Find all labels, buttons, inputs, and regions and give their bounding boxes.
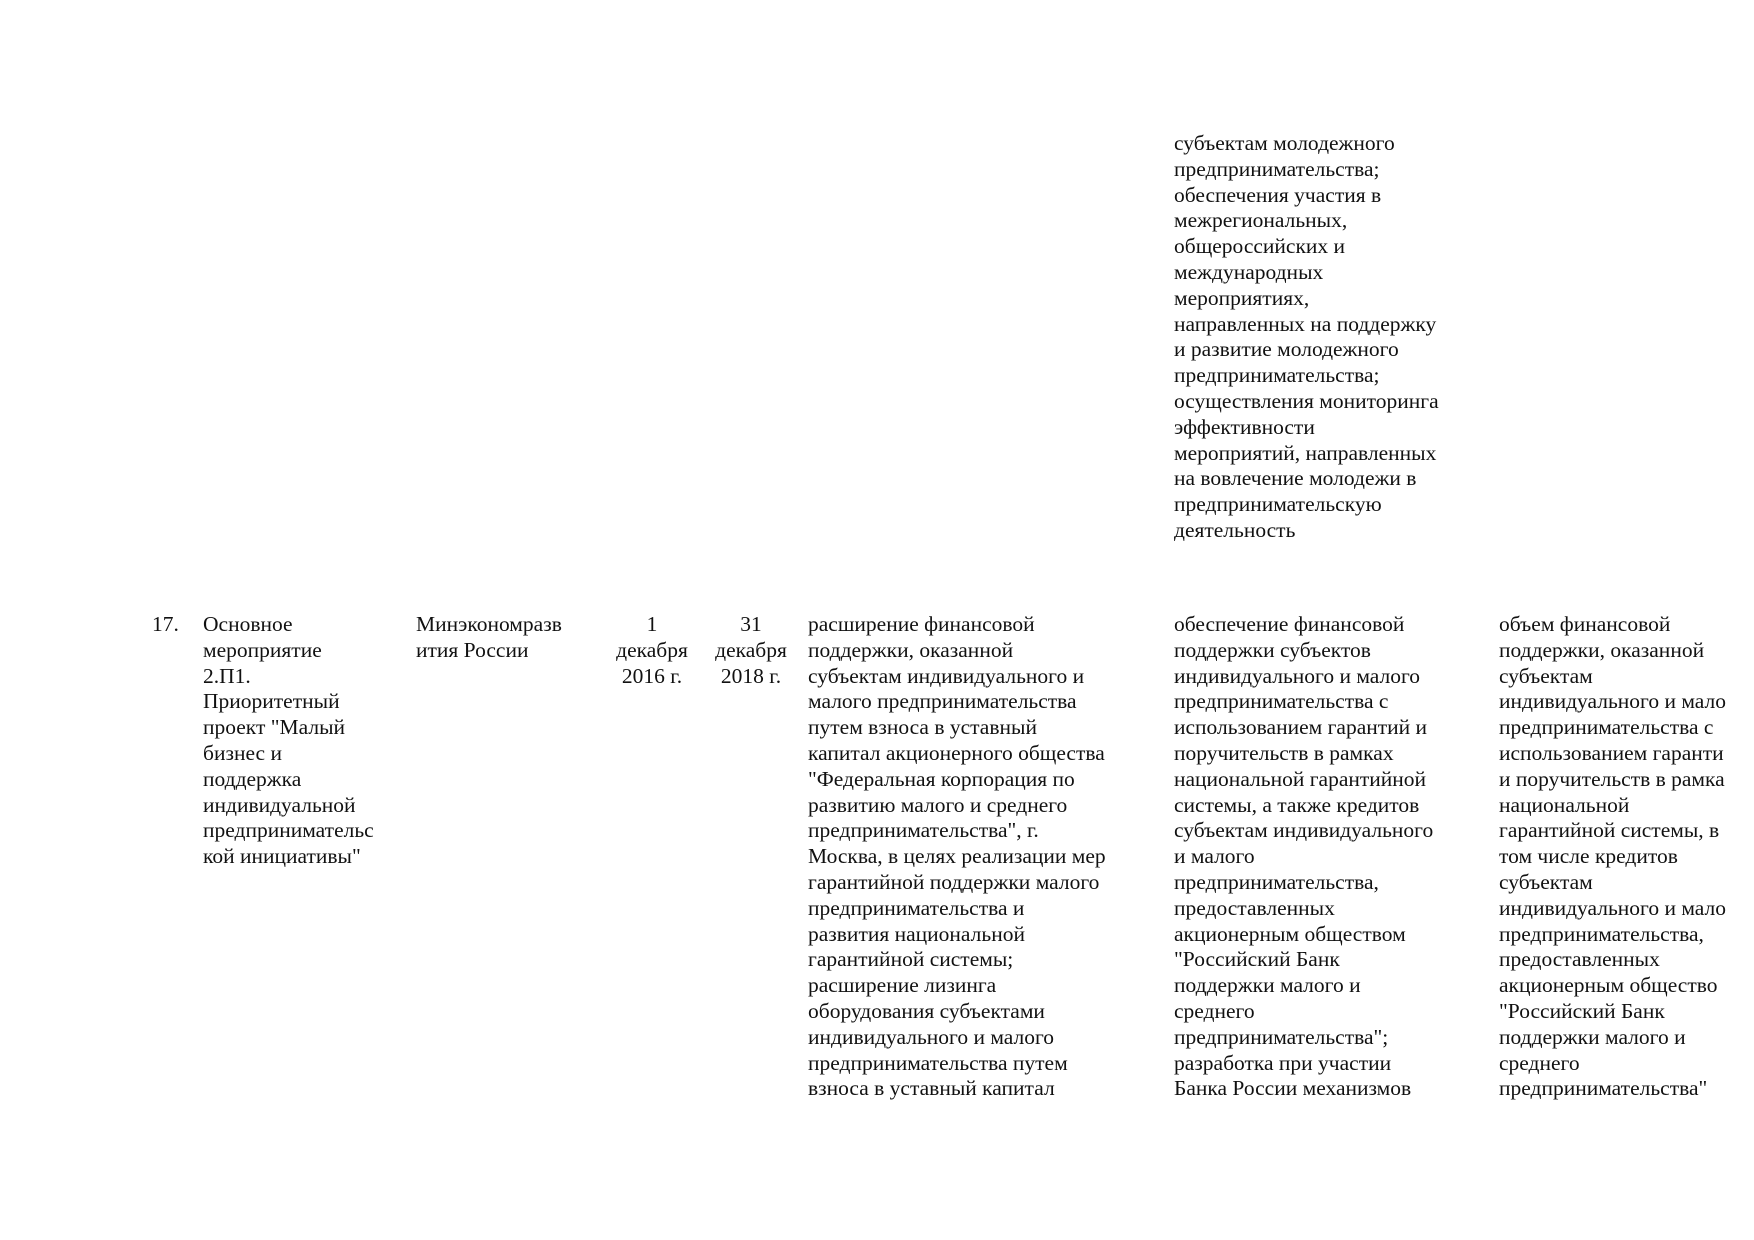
implementation-effects: обеспечение финансовой поддержки субъектов индивидуального и малого предпринимательства с использованием гарантий и поручительств в рамках национальной гарантийной системы, а также кредитов субъектам индивидуального и малого предпринимательства, предоставленных акционерным обществом "Российский Банк поддержки малого и среднего предпринимательства"; разработка при участии Банка России механизмов: [1174, 612, 1434, 1101]
responsible-executor: Минэкономразв ития России: [416, 612, 562, 662]
measure-name: Основное мероприятие 2.П1. Приоритетный проект "Малый бизнес и поддержка индивидуальной предпринимательс кой инициативы": [203, 612, 374, 869]
expected-result: расширение финансовой поддержки, оказанной субъектам индивидуального и малого предпринимательства путем взноса в уставный капитал акционерного общества "Федеральная корпорация по развитию малого и среднего предпринимательства", г. Москва, в целях реализации мер гарантийной поддержки малого предпринимательства и развития национальной гарантийной системы; расширение лизинга оборудования субъектами индивидуального и малого предпринимательства путем взноса в уставный капитал: [808, 612, 1106, 1101]
start-date: 1 декабря 2016 г.: [616, 612, 688, 688]
previous-row-effects-continuation: субъектам молодежного предпринимательства; обеспечения участия в межрегиональных, общероссийских и международных мероприятиях, направленных на поддержку и развитие молодежного предпринимательства; осуществления мониторинга эффективности мероприятий, направленных на вовлечение молодежи в предпринимательскую деятельность: [1174, 131, 1439, 542]
row-number: 17.: [152, 612, 179, 636]
end-date: 31 декабря 2018 г.: [715, 612, 787, 688]
program-indicator: объем финансовой поддержки, оказанной субъектам индивидуального и мало предпринимательства с использованием гаранти и поручительств в рамка национальной гарантийной системы, в том числе кредитов субъектам индивидуального и мало предпринимательства, предоставленных акционерным общество "Российский Банк поддержки малого и среднего предпринимательства": [1499, 612, 1726, 1101]
